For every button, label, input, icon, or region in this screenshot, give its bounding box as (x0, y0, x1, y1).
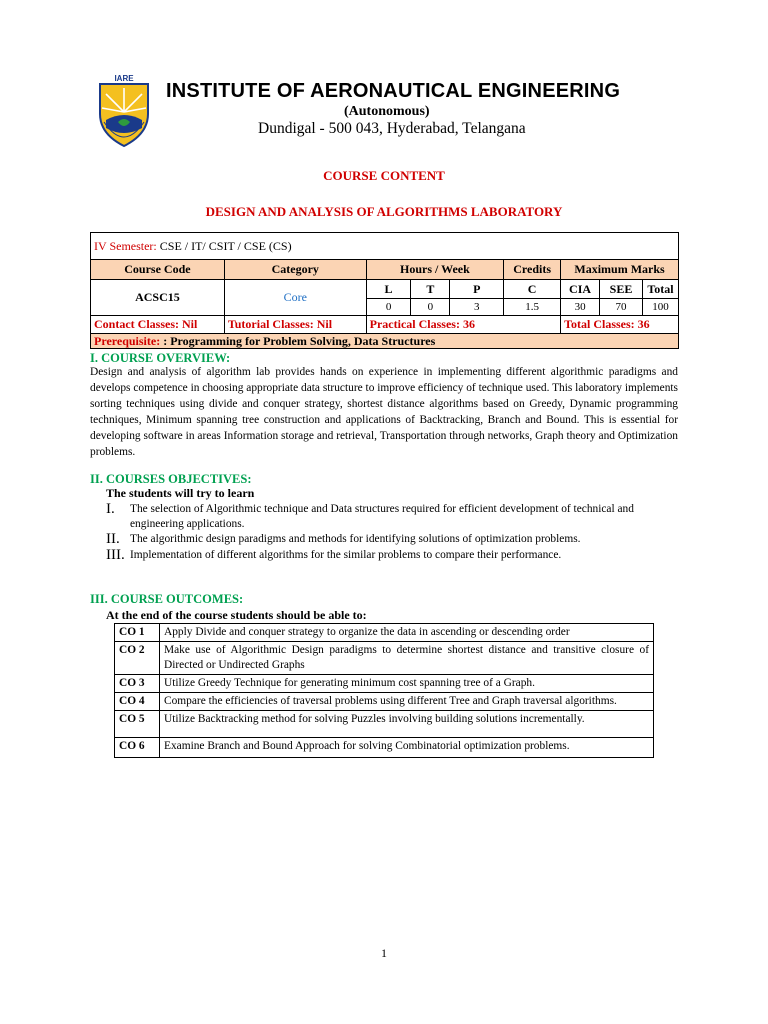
sub-see: SEE (600, 280, 643, 299)
outcome-code: CO 1 (115, 624, 160, 642)
table-row (115, 624, 654, 642)
outcome-text: Compare the efficiencies of traversal problems using different Tree and Graph traversal algorithms. (160, 693, 654, 711)
prerequisite-cell (91, 334, 679, 349)
outcomes-subheading: At the end of the course students should be able to: (106, 608, 367, 622)
autonomous-label: (Autonomous) (344, 104, 430, 119)
header-max-marks: Maximum Marks (561, 260, 679, 280)
table-row (115, 693, 654, 711)
header-credits: Credits (504, 260, 561, 280)
institute-address: Dundigal - 500 043, Hyderabad, Telangana (258, 120, 526, 137)
prerequisite-label: Prerequisite: (94, 333, 164, 348)
outcome-code: CO 2 (115, 642, 160, 675)
prerequisite-row (91, 334, 679, 349)
outcome-code: CO 4 (115, 693, 160, 711)
institute-name: INSTITUTE OF AERONAUTICAL ENGINEERING (166, 80, 621, 102)
outcome-text: Make use of Algorithmic Design paradigms to determine shortest distance and transitive closure of Directed or Undirected Graphs (160, 642, 654, 675)
value-t: 0 (411, 299, 450, 316)
logo-text: IARE (114, 74, 134, 83)
sub-t: T (411, 280, 450, 299)
sub-total: Total (642, 280, 678, 299)
outcome-text: Examine Branch and Bound Approach for solving Combinatorial optimization problems. (160, 738, 654, 758)
classes-row (91, 316, 679, 334)
header-hours: Hours / Week (366, 260, 504, 280)
semester-label: IV Semester: (94, 238, 157, 253)
list-item (106, 548, 676, 563)
sub-p: P (450, 280, 504, 299)
course-info-table (90, 232, 679, 349)
category-value: Core (224, 280, 366, 316)
table-row (115, 738, 654, 758)
objectives-heading: II. COURSES OBJECTIVES: (90, 472, 252, 486)
value-total: 100 (642, 299, 678, 316)
objectives-subheading: The students will try to learn (106, 486, 255, 500)
overview-heading: I. COURSE OVERVIEW: (90, 351, 231, 365)
sub-c: C (504, 280, 561, 299)
semester-value: CSE / IT/ CSIT / CSE (CS) (159, 238, 292, 253)
overview-text: Design and analysis of algorithm lab provides hands on experience in implementing different algorithmic paradigms and develops competence in choosing appropriate data structure to improve efficiency of technique used. This laboratory implements sorting techniques using divide and conquer strategy, shortest distance algorithms based on Greedy, Dynamic programming techniques, Minimum spanning tree construction and applications of Backtracking, Branch and Bound. This is essential for developing software in areas Information storage and retrieval, Transportation through networks, Graph theory and Optimization problems. (90, 366, 678, 458)
objective-text: The algorithmic design paradigms and methods for identifying solutions of optimization problems. (130, 533, 581, 545)
value-c: 1.5 (504, 299, 561, 316)
outcome-code: CO 5 (115, 711, 160, 738)
objective-number: II. (106, 531, 120, 547)
semester-row (91, 233, 679, 260)
outcomes-heading: III. COURSE OUTCOMES: (90, 592, 244, 606)
value-l: 0 (366, 299, 411, 316)
sub-cia: CIA (561, 280, 600, 299)
table-row (115, 711, 654, 738)
sub-l: L (366, 280, 411, 299)
course-title: DESIGN AND ANALYSIS OF ALGORITHMS LABORATORY (205, 204, 563, 219)
contact-classes: Contact Classes: Nil (91, 316, 225, 334)
outcomes-table (114, 623, 654, 758)
table-row (115, 642, 654, 675)
header-course-code: Course Code (91, 260, 225, 280)
objective-number: I. (106, 501, 115, 517)
value-cia: 30 (561, 299, 600, 316)
outcome-text: Apply Divide and conquer strategy to organize the data in ascending or descending order (160, 624, 654, 642)
course-code-value: ACSC15 (91, 280, 225, 316)
value-see: 70 (600, 299, 643, 316)
tutorial-classes: Tutorial Classes: Nil (224, 316, 366, 334)
header-category: Category (224, 260, 366, 280)
outcome-text: Utilize Greedy Technique for generating minimum cost spanning tree of a Graph. (160, 675, 654, 693)
outcome-text: Utilize Backtracking method for solving Puzzles involving building solutions incrementally. (160, 711, 654, 738)
institute-logo (92, 72, 156, 152)
objective-text: Implementation of different algorithms for the similar problems to compare their performance. (130, 548, 562, 561)
page-number: 1 (381, 946, 387, 960)
total-classes: Total Classes: 36 (561, 316, 679, 334)
prerequisite-value: : Programming for Problem Solving, Data Structures (163, 333, 436, 348)
list-item (106, 532, 676, 547)
objectives-list (106, 502, 676, 563)
list-item (106, 502, 676, 531)
value-p: 3 (450, 299, 504, 316)
practical-classes: Practical Classes: 36 (366, 316, 560, 334)
table-header-row (91, 260, 679, 280)
objective-text: The selection of Algorithmic technique and Data structures required for efficient development of technical and engineering applications. (130, 503, 634, 530)
table-row (115, 675, 654, 693)
course-content-label: COURSE CONTENT (323, 168, 445, 183)
objective-number: III. (106, 546, 125, 563)
outcome-code: CO 6 (115, 738, 160, 758)
outcome-code: CO 3 (115, 675, 160, 693)
subheader-row (91, 280, 679, 299)
